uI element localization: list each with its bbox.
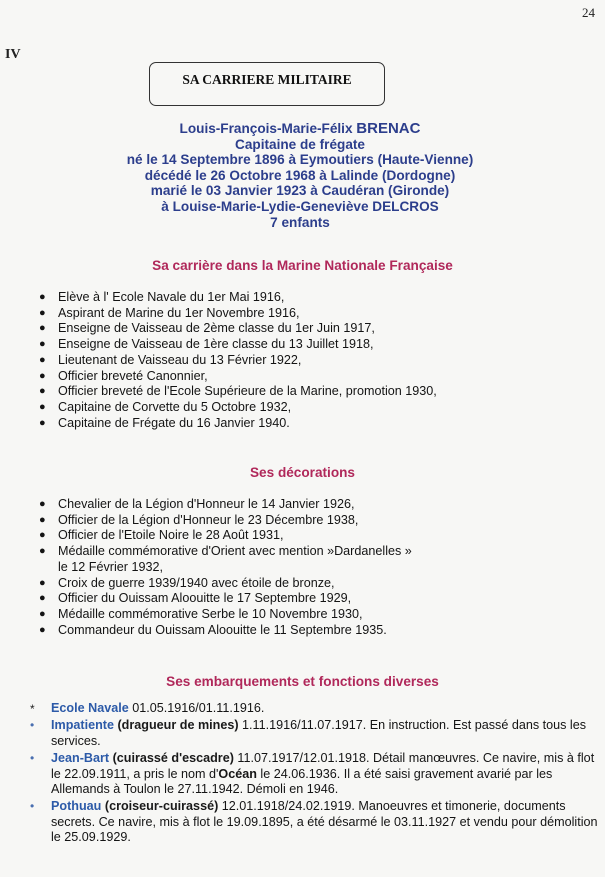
ship-name: Jean-Bart (51, 751, 110, 766)
list-item (0, 718, 600, 749)
bullet-icon: ● (39, 369, 46, 382)
embarkations-heading: Ses embarquements et fonctions diverses (166, 674, 439, 689)
item-text-after: le 24.06.1936. Il a été saisi gravement avarié par les Allemands à Toulon le 27.11.1942. Démoli en 1946. (51, 766, 553, 797)
decorations-list (0, 497, 412, 638)
item-text: 12.01.1918/24.02.1919. Manoeuvres et timonerie, documents secrets. Ce navire, mis à flot le 19.09.1895, a été désarmé le 03.11.1927 et vendu pour démolition le 25.09.1929. (51, 799, 598, 845)
rank: Capitaine de frégate (235, 136, 365, 152)
list-item: ● Officier du Ouissam Aloouitte le 17 Septembre 1929, (39, 591, 352, 606)
list-item: ● Croix de guerre 1939/1940 avec étoile de bronze, (39, 575, 335, 590)
page-number: 24 (582, 5, 595, 20)
list-item (0, 701, 600, 716)
item-text: 01.05.1916/01.11.1916. (128, 701, 265, 715)
chapter-number: IV (5, 47, 21, 62)
bullet-icon: ● (39, 322, 46, 335)
identity-block (60, 121, 540, 230)
ship-name: Pothuau (51, 799, 102, 814)
list-item: ● Aspirant de Marine du 1er Novembre 1916, (39, 305, 300, 320)
family-name: BRENAC (356, 120, 421, 137)
bullet-icon: ● (39, 385, 46, 398)
bullet-icon: ● (39, 607, 46, 620)
title-box (149, 62, 385, 106)
bullet-icon: ● (39, 623, 46, 636)
spouse-info: à Louise-Marie-Lydie-Geneviève DELCROS (161, 198, 439, 214)
bullet-icon: ● (39, 592, 46, 605)
marriage-info: marié le 03 Janvier 1923 à Caudéran (Gironde) (150, 183, 450, 199)
list-item: ● Médaille commémorative Serbe le 10 Novembre 1930, (39, 606, 363, 621)
bullet-icon: ● (39, 513, 46, 526)
bullet-icon: ● (39, 306, 46, 319)
list-item (0, 799, 600, 845)
decorations-heading: Ses décorations (249, 465, 355, 480)
asterisk-icon: * (30, 702, 35, 716)
embarkations-list (0, 701, 600, 848)
item-text: 11.07.1917/12.01.1918. Détail manœuvres. Ce navire, mis à flot le 22.09.1911, a pris le nom d' (51, 751, 595, 781)
bullet-icon: ● (39, 498, 46, 510)
page-title: SA CARRIERE MILITAIRE (182, 72, 352, 87)
bullet-icon: ● (39, 529, 46, 542)
list-item (0, 751, 600, 797)
list-item: ● Capitaine de Frégate du 16 Janvier 1940. (39, 415, 290, 430)
list-item: ● Officier breveté de l'Ecole Supérieure de la Marine, promotion 1930, (39, 384, 437, 399)
career-heading: Sa carrière dans la Marine Nationale Française (152, 258, 453, 273)
list-item: ● Enseigne de Vaisseau de 2ème classe du 1er Juin 1917, (39, 321, 375, 336)
bullet-icon: ● (39, 416, 46, 429)
birth-info: né le 14 Septembre 1896 à Eymoutiers (Haute-Vienne) (126, 152, 474, 168)
list-item: ● Elève à l' Ecole Navale du 1er Mai 1916, (39, 290, 285, 304)
item-text: 1.11.1916/11.07.1917. En instruction. Est passé dans tous les services. (51, 718, 587, 748)
career-list (0, 290, 437, 431)
list-item: ● Officier de l'Etoile Noire le 28 Août 1931, (39, 528, 284, 543)
ship-type: (dragueur de mines) (113, 718, 239, 733)
bullet-icon: ● (39, 545, 46, 558)
bullet-icon: • (30, 751, 35, 766)
bullet-icon: ● (39, 576, 46, 589)
bullet-icon: ● (39, 291, 46, 303)
list-item: ● Lieutenant de Vaisseau du 13 Février 1922, (39, 352, 302, 367)
ship-type: (cuirassé d'escadre) (109, 751, 234, 766)
ship-new-name: Océan (218, 766, 257, 781)
bullet-icon: ● (39, 353, 46, 366)
given-names: Louis-François-Marie-Félix (179, 121, 353, 136)
full-name (60, 121, 540, 137)
death-info: décédé le 26 Octobre 1968 à Lalinde (Dordogne) (144, 167, 456, 183)
ship-name: Impatiente (51, 718, 114, 733)
list-item: ● Officier breveté Canonnier, (39, 368, 208, 383)
ship-type: (croiseur-cuirassé) (101, 799, 219, 814)
children-info: 7 enfants (270, 214, 330, 230)
bullet-icon: ● (39, 338, 46, 351)
list-item: ● Enseigne de Vaisseau de 1ère classe du 13 Juillet 1918, (39, 337, 374, 352)
bullet-icon: • (30, 799, 35, 814)
list-item: ● Capitaine de Corvette du 5 Octobre 1932, (39, 399, 292, 414)
list-item: ● Médaille commémorative d'Orient avec mention »Dardanelles » le 12 Février 1932, (39, 544, 412, 574)
ship-name: Ecole Navale (51, 701, 129, 715)
bullet-icon: • (30, 718, 35, 733)
list-item-continuation: le 12 Février 1932, (58, 559, 164, 574)
list-item: ● Officier de la Légion d'Honneur le 23 Décembre 1938, (39, 512, 359, 527)
bullet-icon: ● (39, 400, 46, 413)
list-item: ● Commandeur du Ouissam Aloouitte le 11 Septembre 1935. (39, 622, 387, 637)
list-item: ● Chevalier de la Légion d'Honneur le 14 Janvier 1926, (39, 497, 355, 511)
